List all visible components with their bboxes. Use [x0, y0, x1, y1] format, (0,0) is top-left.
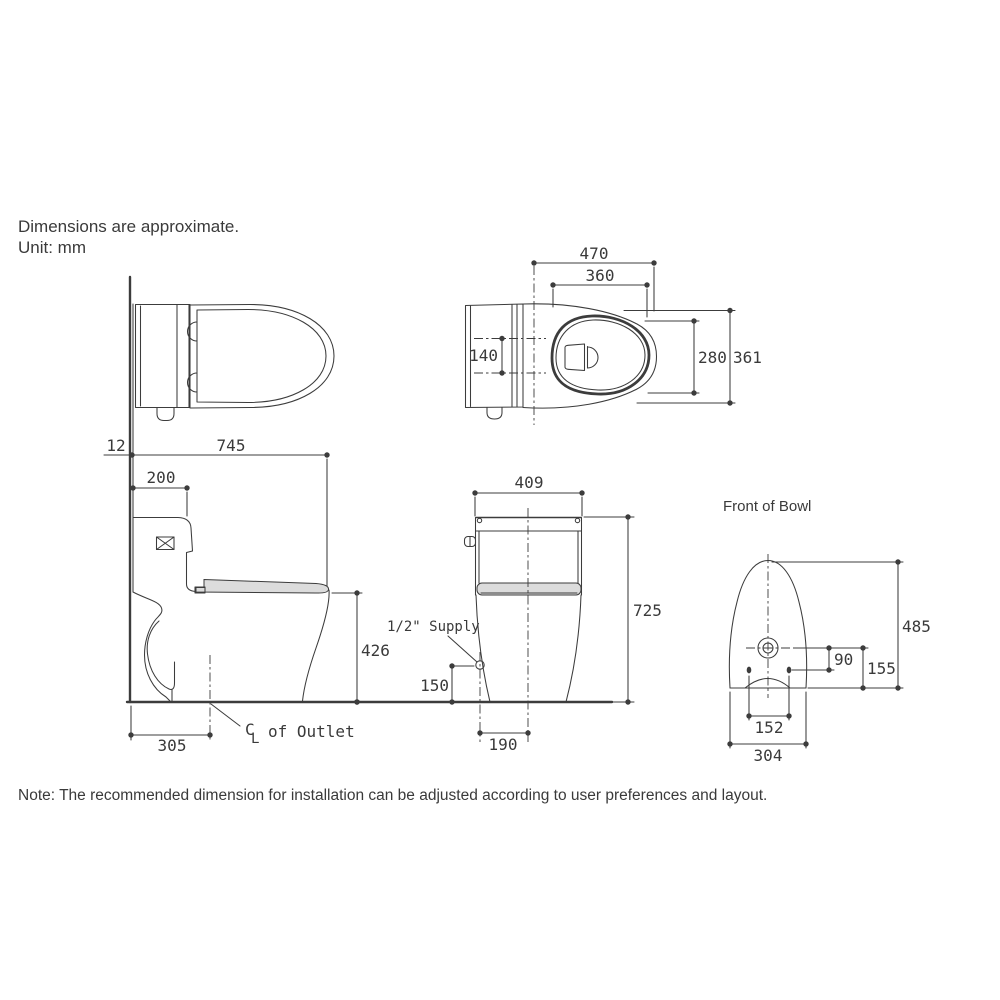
outlet-label: of Outlet — [268, 722, 355, 741]
installation-note: Note: The recommended dimension for installation can be adjusted according to user preferences and layout. — [18, 787, 768, 804]
dim-seat-length: 470 — [579, 244, 609, 263]
dim-overall-width: 361 — [733, 348, 762, 367]
outlet-centerline-l: L — [251, 731, 260, 747]
seat-slab — [196, 580, 329, 594]
dims-side-depth — [104, 436, 330, 590]
view-plan-closed-lid — [136, 305, 335, 421]
dim-tank-depth: 200 — [146, 468, 176, 487]
dim-bolt-span: 152 — [754, 718, 784, 737]
supply-label: 1/2" Supply — [387, 619, 480, 635]
dim-supply-setout: 190 — [488, 735, 518, 754]
view-rear-elevation — [465, 508, 582, 742]
dim-bowl-width: 280 — [698, 348, 727, 367]
dim-overall-height: 725 — [633, 601, 662, 620]
title-line2: Unit: mm — [18, 238, 86, 257]
supply-tab — [487, 408, 502, 420]
view-side-elevation — [133, 518, 329, 741]
dim-tank-width: 409 — [514, 473, 544, 492]
bolt-hole — [787, 667, 792, 674]
dim-supply-height: 150 — [420, 676, 449, 695]
bidet-nozzle — [565, 344, 598, 371]
dim-wall-gap: 12 — [106, 436, 126, 455]
dim-bolt-spacing: 140 — [469, 346, 498, 365]
flush-button — [157, 537, 175, 550]
skirt-arch — [745, 679, 790, 689]
dim-bolt-drop: 90 — [834, 650, 854, 669]
dims-side-heights — [128, 590, 390, 755]
view-front-of-bowl — [723, 498, 811, 698]
dim-overall-depth: 745 — [216, 436, 246, 455]
dims-rear — [354, 473, 662, 754]
dims-plan-open — [469, 244, 762, 406]
dims-front — [727, 559, 931, 765]
dim-outlet-setout: 305 — [157, 736, 187, 755]
supply-leader — [448, 636, 477, 662]
front-view-title: Front of Bowl — [723, 498, 812, 515]
flush-lever — [465, 537, 476, 547]
dim-supply-drop: 155 — [867, 659, 896, 678]
dim-bowl-length: 360 — [585, 266, 615, 285]
bolt-hole — [747, 667, 752, 674]
supply-tab — [157, 408, 174, 421]
dim-rim-height: 426 — [361, 641, 390, 660]
outlet-leader — [211, 704, 240, 726]
outlet-centerline-c: C — [245, 720, 255, 739]
title-line1: Dimensions are approximate. — [18, 217, 240, 236]
dim-front-height: 485 — [902, 617, 931, 636]
wall-and-floor — [127, 277, 634, 702]
dim-base-width: 304 — [753, 746, 783, 765]
bowl-rim — [552, 316, 649, 394]
